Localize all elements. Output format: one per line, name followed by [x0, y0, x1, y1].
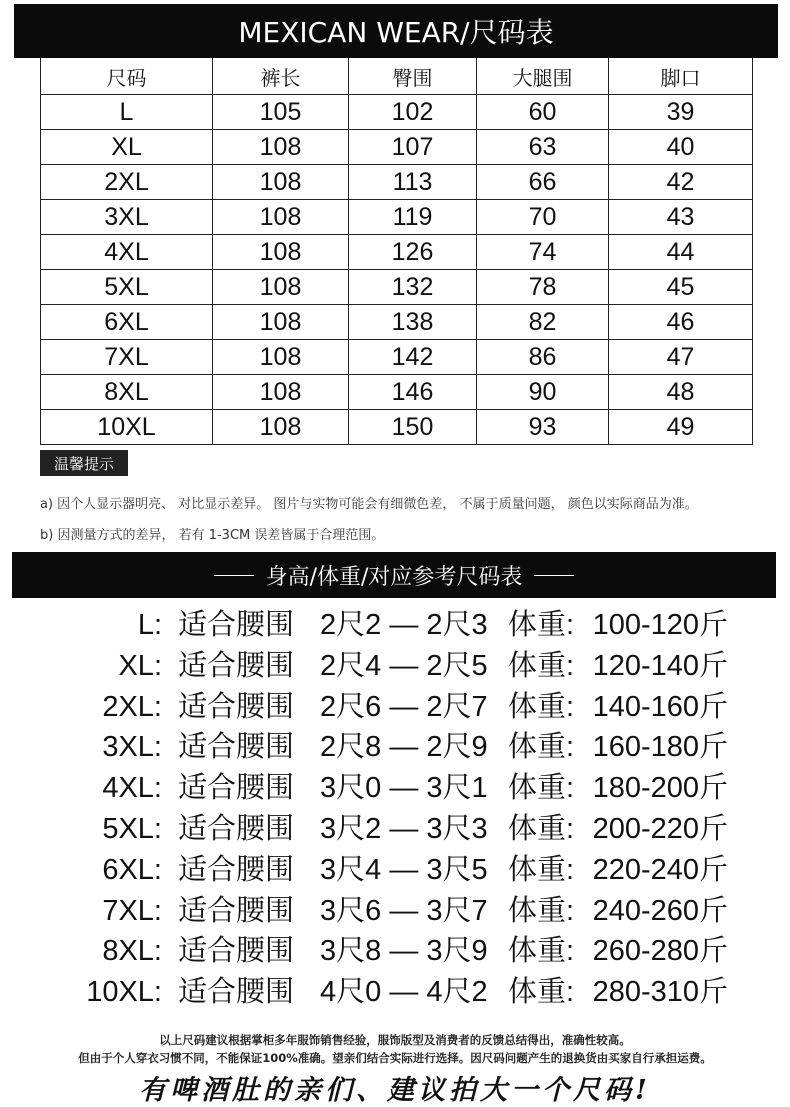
reference-row [0, 688, 790, 726]
header-hip: 臀围 [349, 58, 477, 95]
cell-hip: 142 [349, 340, 477, 375]
cell-leg-opening: 40 [609, 130, 753, 165]
cell-thigh: 78 [477, 270, 609, 305]
cell-leg-opening: 48 [609, 375, 753, 410]
size-chart-table [40, 58, 753, 445]
cell-pant-length: 108 [213, 305, 349, 340]
cell-leg-opening: 42 [609, 165, 753, 200]
waist-range: 2尺4 — 2尺5 [320, 649, 488, 682]
cell-thigh: 60 [477, 95, 609, 130]
cell-hip: 107 [349, 130, 477, 165]
weight-range: 260-280斤 [592, 935, 728, 968]
weight-label: 体重: [508, 813, 575, 845]
weight-label: 体重: [508, 894, 575, 927]
size-label: XL: [118, 649, 162, 682]
weight-label: 体重: [508, 609, 575, 641]
reference-row [0, 728, 790, 766]
weight-label: 体重: [508, 935, 575, 968]
waist-range: 2尺6 — 2尺7 [320, 690, 488, 723]
reference-row [0, 810, 790, 848]
cell-size: XL [41, 130, 213, 165]
page-title: MEXICAN WEAR/尺码表 [238, 16, 554, 49]
weight-range: 240-260斤 [592, 894, 728, 927]
weight-label: 体重: [508, 731, 575, 764]
reference-row [0, 769, 790, 807]
tips-label: 温馨提示 [53, 454, 114, 473]
cell-size: 4XL [41, 235, 213, 270]
cell-leg-opening: 44 [609, 235, 753, 270]
cell-pant-length: 108 [213, 130, 349, 165]
cell-thigh: 86 [477, 340, 609, 375]
cell-pant-length: 108 [213, 340, 349, 375]
cell-hip: 146 [349, 375, 477, 410]
waist-label: 适合腰围 [178, 609, 295, 641]
waist-label: 适合腰围 [178, 690, 295, 723]
size-chart-header-row [41, 58, 753, 95]
size-label: 6XL: [102, 853, 162, 886]
size-label: L: [137, 609, 162, 641]
table-row [41, 235, 753, 270]
cell-thigh: 82 [477, 305, 609, 340]
reference-row [0, 932, 790, 970]
weight-range: 180-200斤 [592, 772, 728, 805]
cell-hip: 119 [349, 200, 477, 235]
weight-range: 280-310斤 [592, 976, 728, 1009]
cell-pant-length: 105 [213, 95, 349, 130]
waist-label: 适合腰围 [178, 731, 295, 764]
cell-size: L [41, 95, 213, 130]
waist-label: 适合腰围 [178, 813, 295, 845]
waist-range: 3尺4 — 3尺5 [320, 853, 488, 886]
note-b: b) 因测量方式的差异， 若有 1-3CM 误差皆属于合理范围。 [40, 528, 385, 543]
header-pant-length: 裤长 [213, 58, 349, 95]
cell-size: 3XL [41, 200, 213, 235]
cell-size: 5XL [41, 270, 213, 305]
waist-label: 适合腰围 [178, 853, 295, 886]
waist-range: 3尺2 — 3尺3 [320, 813, 488, 845]
reference-row [0, 892, 790, 930]
weight-range: 220-240斤 [592, 853, 728, 886]
waist-range: 3尺6 — 3尺7 [320, 894, 488, 927]
cell-size: 6XL [41, 305, 213, 340]
weight-range: 140-160斤 [592, 690, 728, 723]
cell-thigh: 63 [477, 130, 609, 165]
table-row [41, 130, 753, 165]
weight-label: 体重: [508, 649, 575, 682]
size-label: 10XL: [86, 976, 162, 1009]
size-label: 8XL: [102, 935, 162, 968]
cell-pant-length: 108 [213, 200, 349, 235]
cell-thigh: 66 [477, 165, 609, 200]
size-label: 2XL: [102, 690, 162, 723]
cell-thigh: 90 [477, 375, 609, 410]
table-row [41, 200, 753, 235]
header-size: 尺码 [41, 58, 213, 95]
table-row [41, 305, 753, 340]
reference-row [0, 647, 790, 685]
cell-pant-length: 108 [213, 410, 349, 445]
header-leg-opening: 脚口 [609, 58, 753, 95]
weight-label: 体重: [508, 690, 575, 723]
reference-row [0, 851, 790, 889]
table-row [41, 95, 753, 130]
cell-thigh: 70 [477, 200, 609, 235]
table-row [41, 340, 753, 375]
cell-hip: 126 [349, 235, 477, 270]
table-row [41, 410, 753, 445]
weight-label: 体重: [508, 853, 575, 886]
footer-line-2: 但由于个人穿衣习惯不同，不能保证100%准确。望亲们结合实际进行选择。因尺码问题产生的退换货由买家自行承担运费。 [78, 1051, 712, 1065]
waist-label: 适合腰围 [178, 976, 295, 1009]
cell-thigh: 93 [477, 410, 609, 445]
waist-range: 3尺8 — 3尺9 [320, 935, 488, 968]
cell-hip: 102 [349, 95, 477, 130]
cell-size: 10XL [41, 410, 213, 445]
reference-title: 身高/体重/对应参考尺码表 [265, 564, 523, 590]
title-dash-left [214, 575, 254, 576]
waist-range: 2尺8 — 2尺9 [320, 731, 488, 764]
waist-range: 2尺2 — 2尺3 [320, 609, 488, 641]
weight-range: 120-140斤 [592, 649, 728, 682]
reference-title-banner [12, 552, 776, 598]
cell-leg-opening: 47 [609, 340, 753, 375]
size-label: 7XL: [102, 894, 162, 927]
table-row [41, 165, 753, 200]
note-a: a) 因个人显示器明亮、 对比显示差异。 图片与实物可能会有细微色差， 不属于质量问题， 颜色以实际商品为准。 [40, 497, 698, 512]
cell-hip: 113 [349, 165, 477, 200]
cell-hip: 138 [349, 305, 477, 340]
header-thigh: 大腿围 [477, 58, 609, 95]
waist-label: 适合腰围 [178, 649, 295, 682]
cell-thigh: 74 [477, 235, 609, 270]
cell-leg-opening: 45 [609, 270, 753, 305]
reference-row [0, 606, 790, 644]
weight-range: 200-220斤 [592, 813, 728, 845]
cell-size: 7XL [41, 340, 213, 375]
weight-label: 体重: [508, 976, 575, 1009]
cell-leg-opening: 49 [609, 410, 753, 445]
page-title-banner [14, 4, 778, 58]
footer-slogan: 有啤酒肚的亲们、建议拍大一个尺码! [139, 1075, 651, 1106]
cell-hip: 132 [349, 270, 477, 305]
tips-badge [40, 450, 128, 476]
cell-pant-length: 108 [213, 270, 349, 305]
cell-pant-length: 108 [213, 375, 349, 410]
size-label: 4XL: [102, 772, 162, 805]
table-row [41, 270, 753, 305]
waist-label: 适合腰围 [178, 772, 295, 805]
waist-range: 3尺0 — 3尺1 [320, 772, 488, 805]
cell-leg-opening: 39 [609, 95, 753, 130]
waist-label: 适合腰围 [178, 894, 295, 927]
weight-range: 100-120斤 [592, 609, 728, 641]
cell-pant-length: 108 [213, 165, 349, 200]
weight-label: 体重: [508, 772, 575, 805]
cell-size: 8XL [41, 375, 213, 410]
weight-range: 160-180斤 [592, 731, 728, 764]
table-row [41, 375, 753, 410]
footer-line-1: 以上尺码建议根据掌柜多年服饰销售经验，服饰版型及消费者的反馈总结得出，准确性较高。 [159, 1033, 631, 1047]
title-dash-right [534, 575, 574, 576]
cell-hip: 150 [349, 410, 477, 445]
size-label: 5XL: [102, 813, 162, 845]
cell-size: 2XL [41, 165, 213, 200]
cell-leg-opening: 46 [609, 305, 753, 340]
size-label: 3XL: [102, 731, 162, 764]
waist-label: 适合腰围 [178, 935, 295, 968]
waist-range: 4尺0 — 4尺2 [320, 976, 488, 1009]
cell-pant-length: 108 [213, 235, 349, 270]
cell-leg-opening: 43 [609, 200, 753, 235]
reference-row [0, 973, 790, 1011]
